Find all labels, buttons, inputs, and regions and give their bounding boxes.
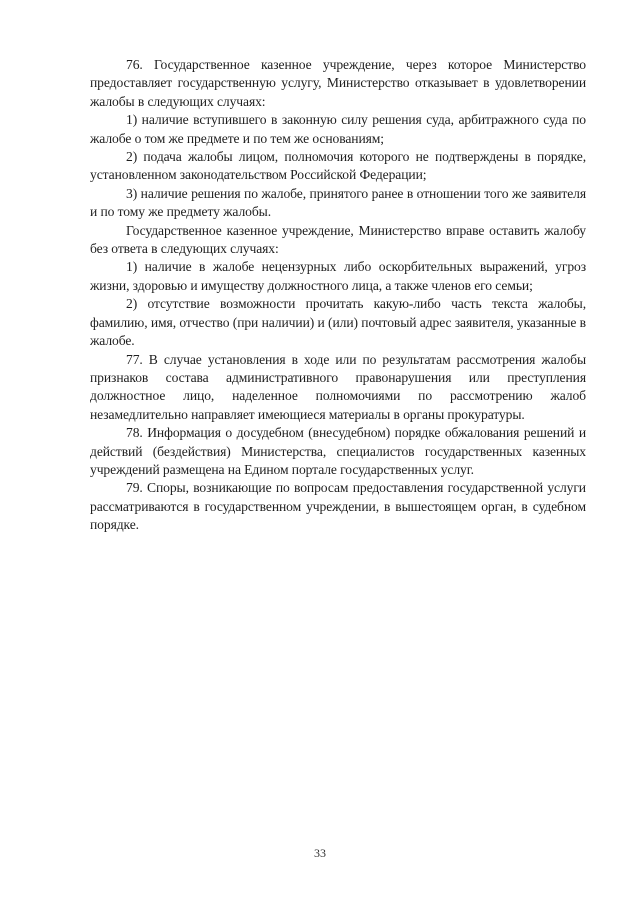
paragraph-76: 76. Государственное казенное учреждение, через которое Министерство предоставляет государственную услугу, Министерство отказывает в удовлетворении жалобы в следующих случаях: <box>90 57 586 109</box>
paragraph-no-answer-item-1: 1) наличие в жалобе нецензурных либо оскорбительных выражений, угроз жизни, здоровью и имуществу должностного лица, а также членов его семьи; <box>90 259 586 293</box>
paragraph-76-item-2: 2) подача жалобы лицом, полномочия которого не подтверждены в порядке, установленном законодательством Российской Федерации; <box>90 149 586 183</box>
paragraph-no-answer-item-2: 2) отсутствие возможности прочитать какую-либо часть текста жалобы, фамилию, имя, отчество (при наличии) и (или) почтовый адрес заявителя, указанные в жалобе. <box>90 296 586 349</box>
page-number: 33 <box>314 846 326 860</box>
document-body <box>90 56 586 535</box>
paragraph-77: 77. В случае установления в ходе или по результатам рассмотрения жалобы признаков состава административного правонарушения или преступления должностное лицо, наделенное полномочиями по рассмотрению жалоб незамедлительно направляет имеющиеся материалы в органы прокуратуры. <box>90 351 586 422</box>
paragraph-no-answer-intro: Государственное казенное учреждение, Министерство вправе оставить жалобу без ответа в следующих случаях: <box>90 222 586 257</box>
paragraph-76-item-1: 1) наличие вступившего в законную силу решения суда, арбитражного суда по жалобе о том же предмете и по тем же основаниям; <box>90 112 586 146</box>
paragraph-76-item-3: 3) наличие решения по жалобе, принятого ранее в отношении того же заявителя и по тому же предмету жалобы. <box>90 185 586 220</box>
paragraph-79: 79. Споры, возникающие по вопросам предоставления государственной услуги рассматриваются в государственном учреждении, в вышестоящем орган, в судебном порядке. <box>90 480 586 533</box>
paragraph-78: 78. Информация о досудебном (внесудебном) порядке обжалования решений и действий (бездействия) Министерства, специалистов государственных казенных учреждений размещена на Едином портале государственных услуг. <box>90 425 586 477</box>
